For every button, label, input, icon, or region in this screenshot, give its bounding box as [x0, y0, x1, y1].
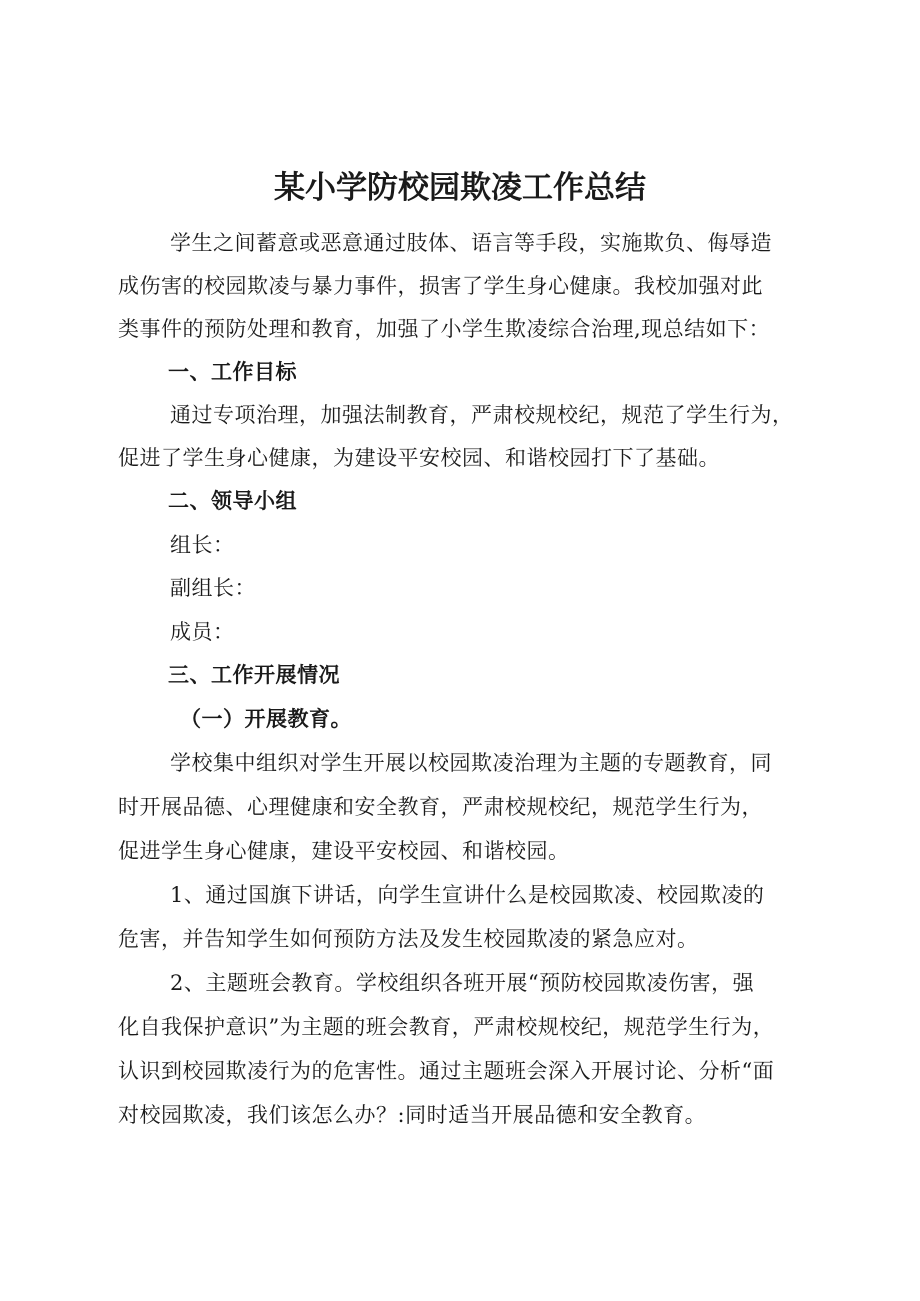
section-heading-progress: 三、工作开展情况 — [168, 663, 340, 687]
document-title: 某小学防校园欺凌工作总结 — [274, 170, 646, 206]
leader-label: 组长： — [170, 533, 235, 557]
members-label: 成员： — [170, 620, 235, 644]
intro-line-2: 成伤害的校园欺凌与暴力事件，损害了学生身心健康。我校加强对此 — [118, 274, 763, 298]
item1-line-2: 危害，并告知学生如何预防方法及发生校园欺凌的紧急应对。 — [118, 927, 699, 951]
item1-line-1: 1、通过国旗下讲话，向学生宣讲什么是校园欺凌、校园欺凌的 — [170, 883, 765, 907]
item2-line-4: 对校园欺凌，我们该怎么办？:同时适当开展品德和安全教育。 — [118, 1103, 707, 1127]
intro-line-1: 学生之间蓄意或恶意通过肢体、语言等手段，实施欺负、侮辱造 — [170, 231, 772, 255]
item2-line-3: 认识到校园欺凌行为的危害性。通过主题班会深入开展讨论、分析“面 — [118, 1059, 775, 1083]
education-line-2: 时开展品德、心理健康和安全教育，严肃校规校纪，规范学生行为， — [118, 795, 763, 819]
deputy-leader-label: 副组长： — [170, 576, 256, 600]
intro-line-3: 类事件的预防处理和教育，加强了小学生欺凌综合治理,现总结如下： — [118, 317, 771, 341]
subsection-heading-education: （一）开展教育。 — [180, 707, 352, 731]
section-heading-goals: 一、工作目标 — [168, 360, 297, 384]
goals-line-2: 促进了学生身心健康，为建设平安校园、和谐校园打下了基础。 — [118, 446, 720, 470]
education-line-3: 促进学生身心健康，建设平安校园、和谐校园。 — [118, 839, 570, 863]
education-line-1: 学校集中组织对学生开展以校园欺凌治理为主题的专题教育，同 — [170, 751, 772, 775]
section-heading-leadership: 二、领导小组 — [168, 489, 297, 513]
item2-line-1: 2、主题班会教育。学校组织各班开展“预防校园欺凌伤害，强 — [170, 971, 755, 995]
goals-line-1: 通过专项治理，加强法制教育，严肃校规校纪，规范了学生行为， — [170, 403, 794, 427]
item2-line-2: 化自我保护意识”为主题的班会教育，严肃校规校纪，规范学生行为， — [118, 1015, 775, 1039]
